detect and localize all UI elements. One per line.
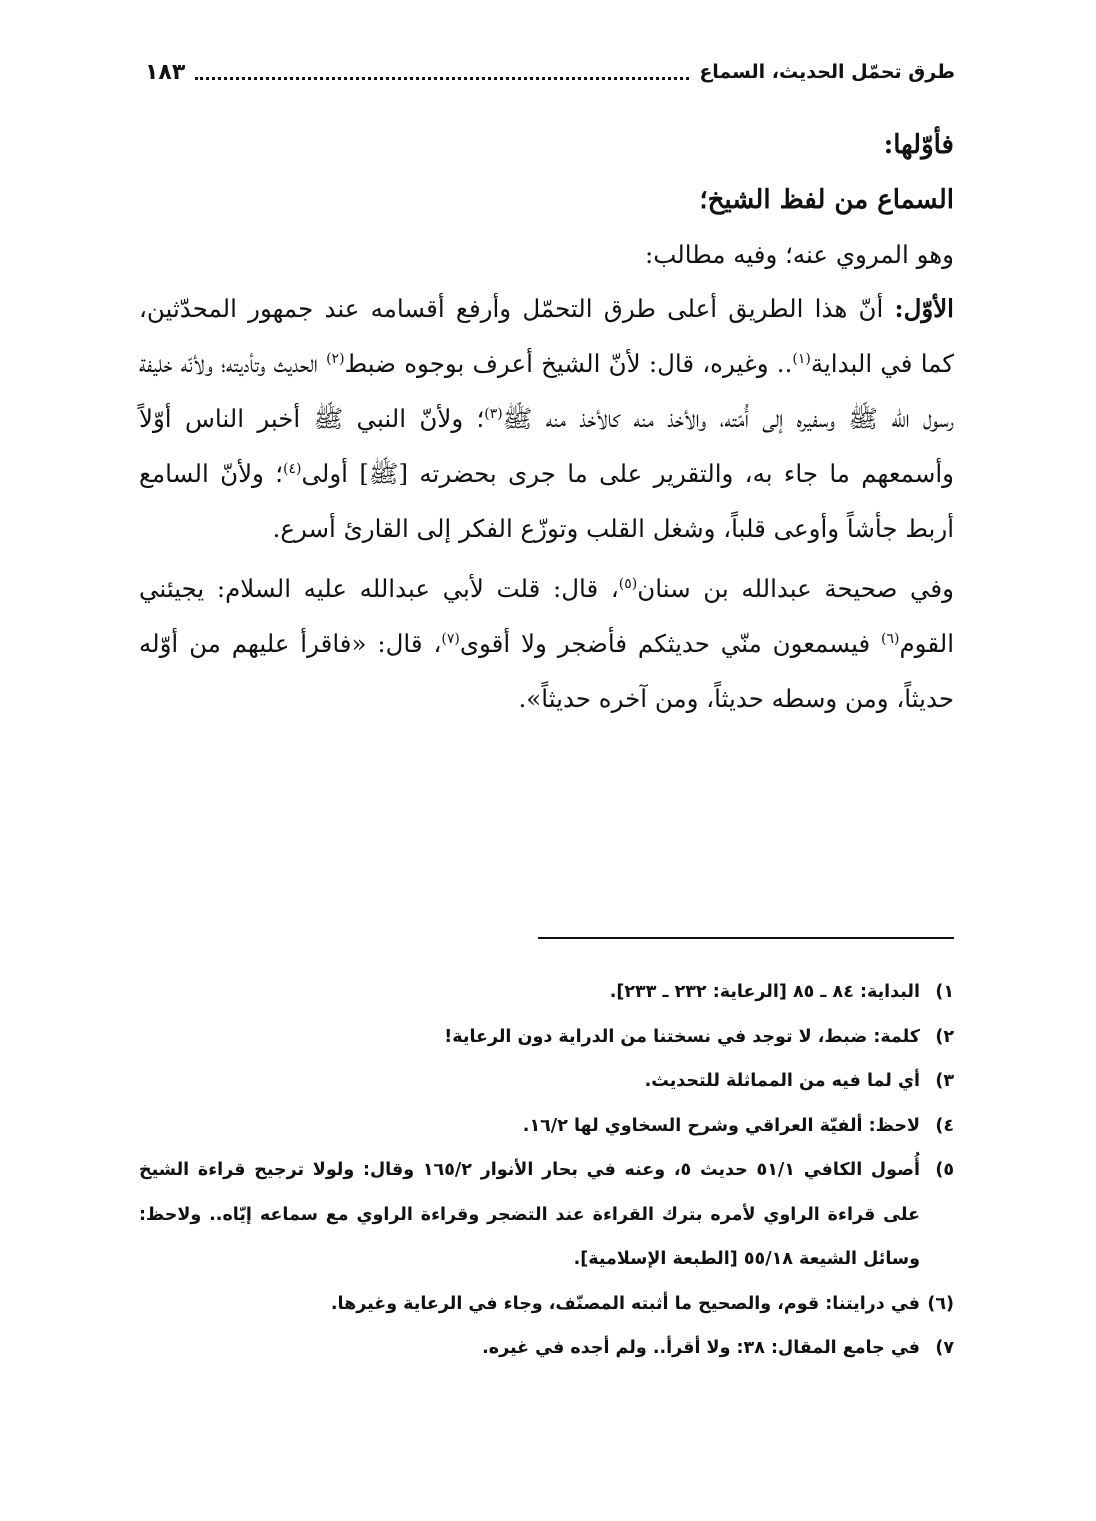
text-run: وفي صحيحة عبدالله بن سنان <box>637 574 954 604</box>
text-run: ؛ ولأنّ النبي ﷺ أخبر الناس أوّلاً وأسمعهم ما جاء به، والتقرير على ما جرى بحضرته [ﷺ] أولى <box>139 403 954 488</box>
footnote-item <box>139 1059 954 1104</box>
footnote-text: كلمة: ضبط، لا توجد في نسختنا من الدراية دون الرعاية! <box>444 1026 920 1047</box>
section-subheading: السماع من لفظ الشيخ؛ <box>699 184 954 215</box>
paragraph-first-topic <box>139 282 954 556</box>
main-text <box>139 118 954 727</box>
footnote-number: ٧) <box>935 1338 954 1358</box>
footnote-item <box>139 1015 954 1060</box>
text-run: الحديث وتأديته؛ ولأنّه خليفة رسول الله ﷺ وسفيره إلى أُمّته، والأخذ منه كالأخذ منه ﷺ <box>139 349 954 433</box>
page-number: ١٨٣ <box>145 59 186 85</box>
section-heading: فأوّلها: <box>883 130 954 160</box>
text-run: فيسمعون منّي حديثكم فأضجر ولا أقوى <box>459 629 882 659</box>
footnote-item <box>139 1282 954 1327</box>
footnote-text: لاحظ: ألفيّة العراقي وشرح السخاوي لها ١٦/٢. <box>522 1115 920 1136</box>
footnote-text: أُصول الكافي ٥١/١ حديث ٥، وعنه في بحار الأنوار ١٦٥/٢ وقال: ولولا ترجيح قراءة الشيخ على قراءة الراوي لأمره بترك القراءة عند التضجر وقراءة الراوي مع سماعه إيّاه.. ولاحظ: وسائل الشيعة ٥٥/١٨ [الطبعة الإسلامية]. <box>139 1160 920 1269</box>
footnote-ref: (٤) <box>283 460 302 477</box>
text-run: ، قال: «فاقرأ عليهم من أوّله حديثاً، ومن وسطه حديثاً، ومن آخره حديثاً». <box>139 629 954 713</box>
footnote-text: البداية: ٨٤ ـ ٨٥ [الرعاية: ٢٣٢ ـ ٢٣٣]. <box>609 982 920 1002</box>
footnote-item <box>139 1148 954 1282</box>
text-run: أنّ هذا الطريق أعلى طرق التحمّل وأرفع أقسامه عند جمهور المحدّثين، كما في البداية <box>139 294 954 379</box>
footnote-item <box>139 1104 954 1149</box>
footnote-text: أي لما فيه من المماثلة للتحديث. <box>644 1071 920 1091</box>
footnote-ref: (٦) <box>881 631 900 648</box>
text-run: ، قال: قلت لأبي عبدالله عليه السلام: يجيئني القوم <box>139 574 955 659</box>
leader-dots <box>195 77 689 80</box>
footnote-number: ٢) <box>935 1026 954 1047</box>
footnote-ref: (٥) <box>618 576 638 593</box>
text-run: .. وغيره، قال: لأنّ الشيخ أعرف بوجوه ضبط <box>344 349 793 379</box>
footnote-item <box>139 1326 954 1371</box>
footnote-number: ٤) <box>935 1115 954 1136</box>
footnote-text: في درايتنا: قوم، والصحيح ما أثبته المصنّف، وجاء في الرعاية وغيرها. <box>330 1293 920 1314</box>
footnote-number: ٥) <box>935 1160 954 1180</box>
footnote-ref: (٧) <box>441 631 460 648</box>
footnotes <box>139 970 954 1371</box>
footnote-text: في جامع المقال: ٣٨: ولا أقرأ.. ولم أجده في غيره. <box>482 1338 920 1358</box>
footnote-item <box>139 970 954 1015</box>
topic-lead: الأوّل: <box>894 294 954 324</box>
footnote-number: ١) <box>935 982 954 1002</box>
paragraph-hadith <box>139 562 954 726</box>
footnote-ref: (١) <box>792 351 811 368</box>
footnote-ref: (٣) <box>484 405 503 422</box>
text-run: ؛ ولأنّ السامع أربط جأشاً وأوعى قلباً، وشغل القلب وتوزّع الفكر إلى القارئ أسرع. <box>139 458 954 543</box>
chapter-title: طرق تحمّل الحديث، السماع <box>699 61 955 83</box>
intro-line: وهو المروي عنه؛ وفيه مطالب: <box>645 239 954 269</box>
footnote-separator <box>538 937 954 939</box>
footnote-ref: (٢) <box>326 351 345 368</box>
running-header <box>145 52 955 92</box>
footnote-number: ٣) <box>935 1071 954 1091</box>
footnote-number: (٦) <box>927 1293 954 1314</box>
